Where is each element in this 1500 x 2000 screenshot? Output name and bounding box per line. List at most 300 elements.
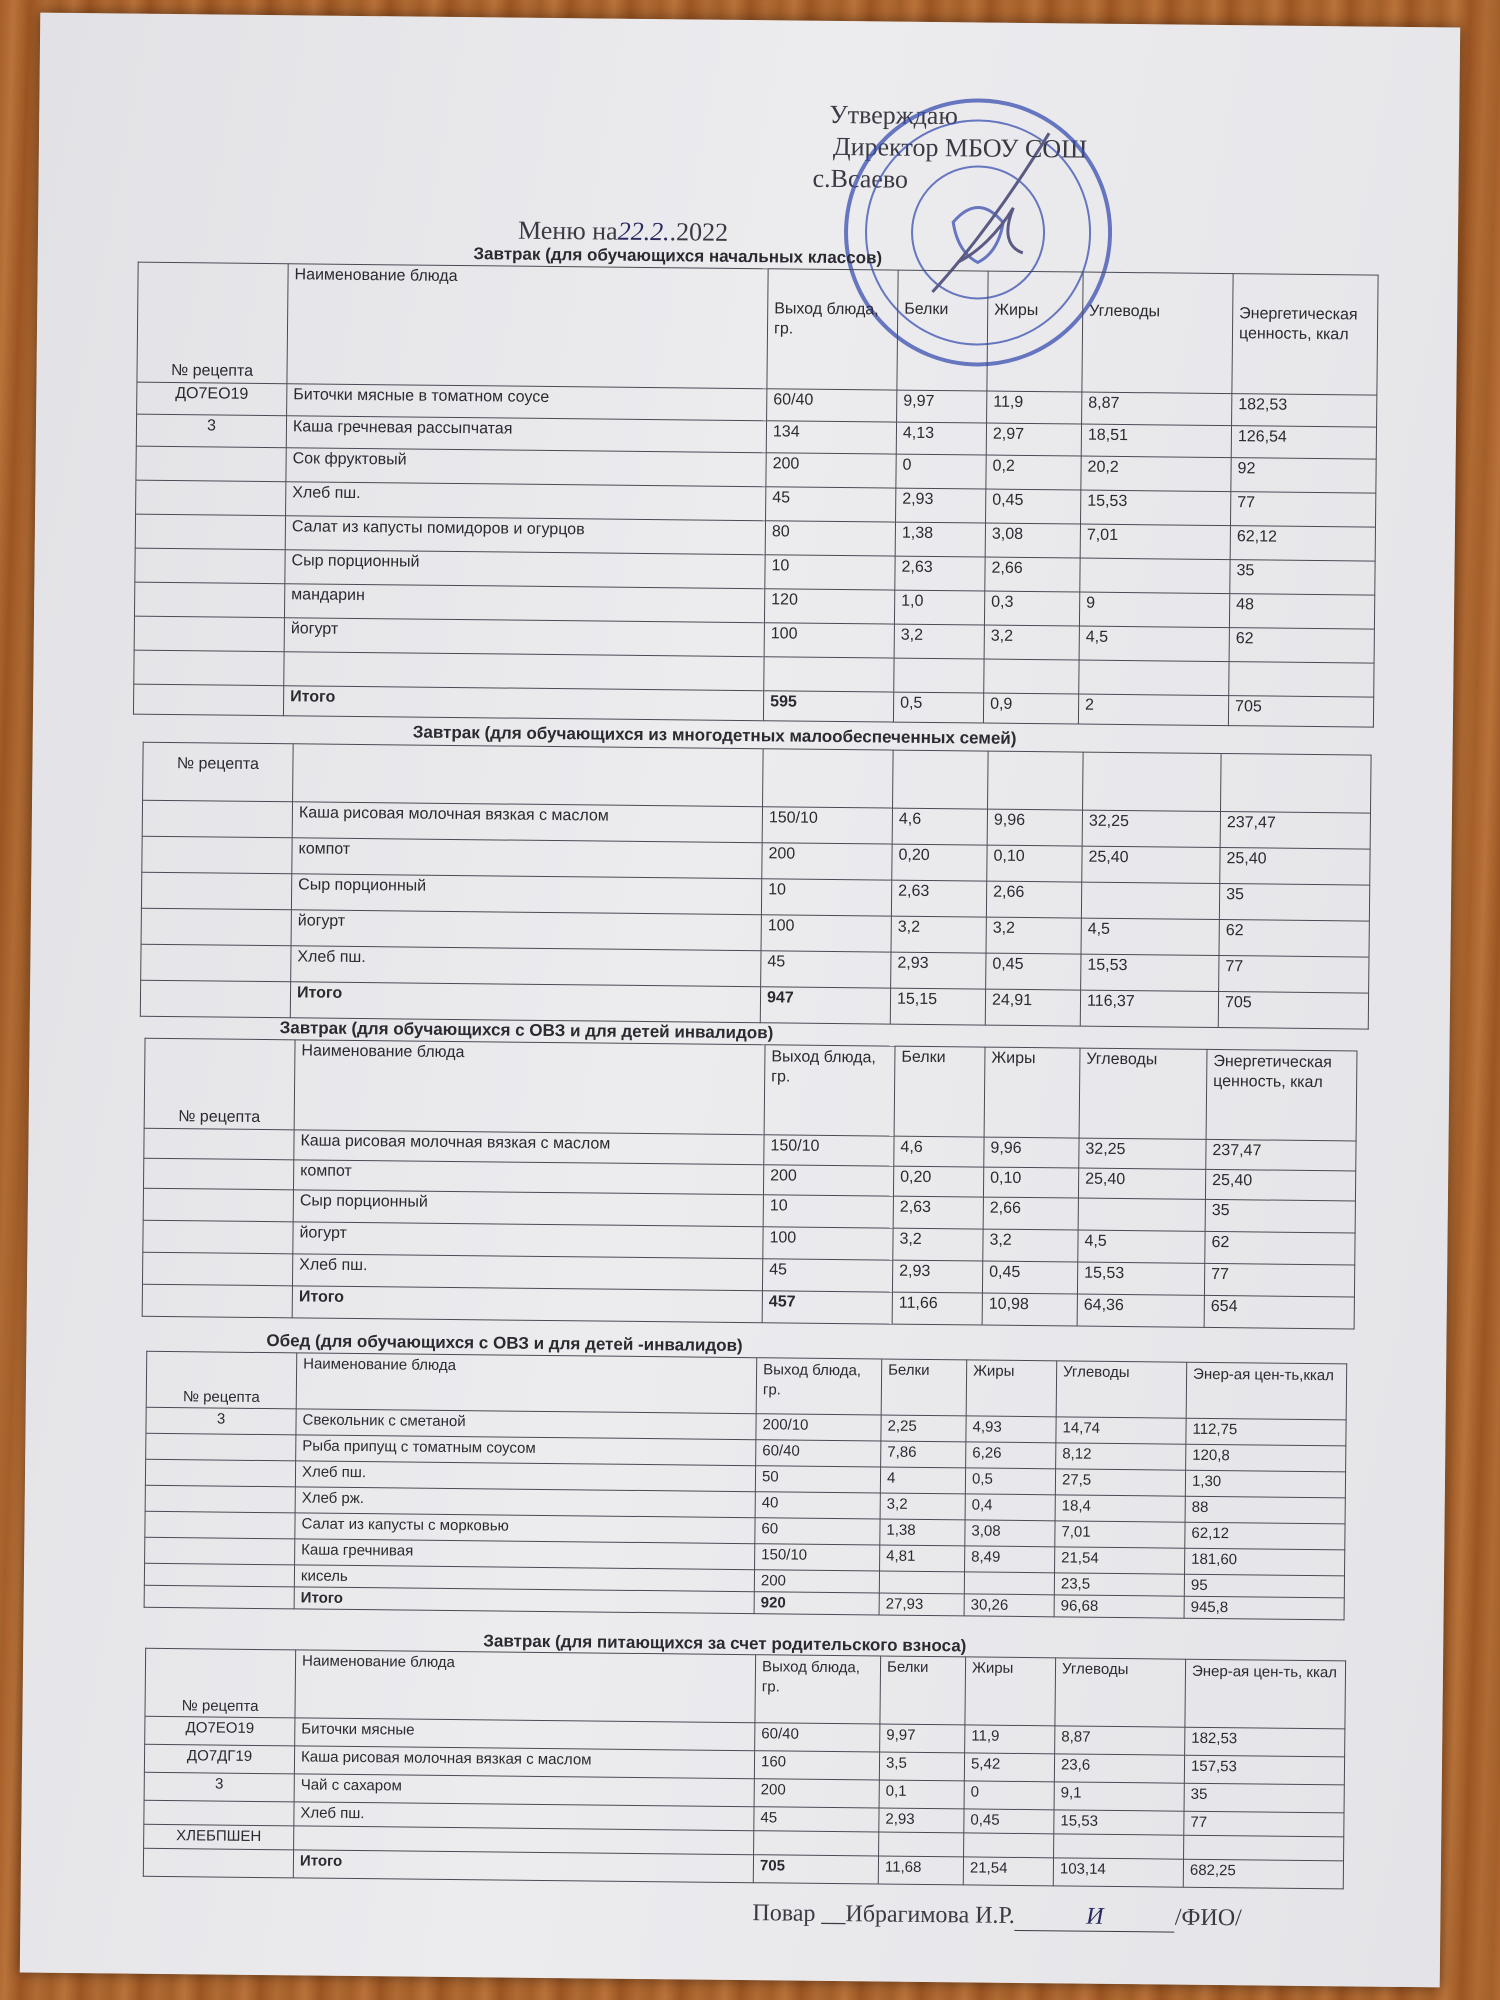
- cell-dish: Хлеб пш.: [294, 1802, 754, 1831]
- cell-energy: 88: [1185, 1496, 1345, 1524]
- header-fat: Жиры: [984, 1047, 1080, 1138]
- cell-empty: [763, 749, 894, 808]
- cell-carbs: 116,37: [1080, 990, 1218, 1027]
- cell-yield: 200: [763, 1165, 893, 1196]
- cell-yield: 150/10: [762, 807, 892, 844]
- cell-yield: 45: [761, 951, 891, 988]
- cell-empty: [1221, 754, 1372, 814]
- cell-dish: Хлеб пш.: [291, 946, 761, 987]
- header-recipe: № рецепта: [143, 742, 294, 802]
- menu-table-3: [142, 1038, 1358, 1330]
- header-energy: Энер-ая цен-ть,ккал: [1186, 1362, 1347, 1420]
- cell-recipe: [144, 1563, 294, 1587]
- header-carbs: Углеводы: [1056, 1361, 1187, 1418]
- cell-fat: 0,45: [986, 489, 1081, 524]
- cell-empty: [1083, 752, 1222, 811]
- cell-fat: 0,45: [982, 1261, 1077, 1294]
- cell-protein: 2,63: [891, 880, 986, 917]
- cell-recipe: [141, 872, 291, 910]
- cell-recipe: [143, 1158, 293, 1190]
- cell-energy: 62: [1205, 1231, 1355, 1265]
- cell-energy: 35: [1230, 560, 1375, 596]
- cell-yield: 134: [766, 421, 896, 454]
- cell-protein: 2,93: [896, 488, 986, 523]
- cell-yield: 80: [765, 521, 895, 556]
- cell-energy: 35: [1205, 1199, 1355, 1233]
- cell-yield: 120: [764, 589, 894, 624]
- cell-energy: 120,8: [1186, 1444, 1346, 1472]
- cell-yield: 200: [754, 1570, 879, 1593]
- cell-dish: Биточки мясные в томатном соусе: [287, 384, 767, 421]
- cell-energy: 182,53: [1185, 1727, 1345, 1757]
- cell-yield: 10: [763, 1195, 893, 1228]
- table-header-row: [144, 1038, 1357, 1141]
- cell-dish: Сыр порционный: [285, 550, 765, 589]
- cell-recipe: [145, 1485, 295, 1513]
- cell-dish: Чай с сахаром: [294, 1774, 754, 1807]
- cell-yield: 10: [761, 879, 891, 916]
- cell-carbs: 96,68: [1054, 1595, 1184, 1618]
- cell-fat: 9,96: [984, 1137, 1079, 1168]
- cell-carbs: [1078, 1198, 1205, 1231]
- cell-yield: 50: [755, 1466, 880, 1493]
- cell-fat: 11,9: [965, 1725, 1055, 1754]
- section-title-1: Завтрак (для обучающихся начальных классов): [473, 244, 883, 268]
- header-carbs: Углеводы: [1082, 272, 1233, 394]
- cell-yield: 595: [763, 691, 893, 722]
- cell-yield: 200: [766, 453, 896, 488]
- cell-protein: 9,97: [897, 390, 987, 423]
- fio-label: /ФИО/: [1174, 1904, 1242, 1932]
- cell-recipe: [135, 514, 285, 550]
- approval-line-1: Утверждаю: [829, 99, 959, 131]
- cell-energy: 35: [1184, 1783, 1344, 1813]
- cell-recipe: [142, 1252, 292, 1286]
- cell-protein: 0,1: [879, 1780, 964, 1809]
- cell-dish: мандарин: [284, 584, 764, 623]
- header-protein: Белки: [897, 270, 988, 391]
- cell-dish: Сыр порционный: [291, 874, 761, 915]
- cell-energy: 77: [1204, 1263, 1354, 1297]
- cell-protein: 0,20: [892, 844, 987, 881]
- cell-protein: 3,2: [891, 916, 986, 953]
- table-header-row: [145, 1648, 1346, 1729]
- cell-protein: 15,15: [890, 988, 985, 1025]
- cell-empty: [1079, 660, 1229, 696]
- header-recipe: № рецепта: [144, 1038, 295, 1130]
- cell-energy: 654: [1204, 1295, 1354, 1329]
- cell-recipe: [144, 1128, 294, 1160]
- cell-fat: 3,2: [986, 917, 1081, 954]
- cell-carbs: 9,1: [1054, 1782, 1184, 1811]
- cell-total-label: Итого: [294, 1587, 754, 1614]
- cell-protein: 1,38: [880, 1519, 965, 1546]
- cell-energy: 48: [1229, 594, 1374, 630]
- cell-fat: 3,08: [965, 1520, 1055, 1547]
- cell-protein: 3,2: [893, 1228, 983, 1261]
- cell-carbs: 9: [1079, 592, 1229, 628]
- cell-carbs: 4,5: [1079, 626, 1229, 662]
- cell-energy: 126,54: [1231, 426, 1376, 460]
- header-fat: Жиры: [987, 271, 1083, 392]
- cell-recipe: [145, 1537, 295, 1565]
- section-title-5: Завтрак (для питающихся за счет родительского взноса): [483, 1631, 967, 1656]
- section-title-3: Завтрак (для обучающихся с ОВЗ и для детей инвалидов): [279, 1018, 774, 1043]
- menu-prefix: Меню на: [517, 215, 618, 246]
- header-yield: Выход блюда, гр.: [755, 1655, 881, 1724]
- cell-yield: 60/40: [755, 1723, 880, 1752]
- cell-protein: 2,93: [891, 952, 986, 989]
- cell-fat: 2,97: [986, 423, 1081, 456]
- cell-recipe: ДО7ДГ19: [144, 1744, 294, 1774]
- cell-fat: 2,66: [986, 881, 1081, 918]
- header-recipe: № рецепта: [137, 262, 288, 384]
- header-recipe: № рецепта: [145, 1648, 296, 1718]
- cell-protein: 4,6: [892, 808, 987, 845]
- cell-recipe: [134, 582, 284, 618]
- header-energy: Энергетическая ценность, ккал: [1206, 1049, 1357, 1141]
- cell-recipe: 3: [144, 1772, 294, 1802]
- menu-table-5: [143, 1648, 1346, 1890]
- cell-yield: 10: [765, 555, 895, 590]
- cell-dish: Салат из капусты помидоров и огурцов: [285, 516, 765, 555]
- cell-empty: [293, 744, 764, 807]
- cell-fat: 0,45: [986, 953, 1081, 990]
- cell-recipe: [146, 1433, 296, 1461]
- cell-carbs: 23,6: [1054, 1754, 1184, 1783]
- cell-dish: Каша рисовая молочная вязкая с маслом: [294, 1130, 764, 1165]
- cell-total-label: Итого: [292, 1286, 762, 1323]
- cell-carbs: 21,54: [1055, 1547, 1185, 1574]
- cell-carbs: 4,5: [1081, 918, 1219, 955]
- cell-fat: 0: [964, 1781, 1054, 1810]
- cell-protein: 27,93: [879, 1593, 964, 1616]
- header-energy: Энер-ая цен-ть, ккал: [1185, 1659, 1346, 1729]
- cell-carbs: 32,25: [1079, 1138, 1206, 1169]
- menu-sheet: [20, 13, 1460, 1988]
- cell-recipe: ДО7ЕО19: [145, 1716, 295, 1746]
- cell-empty: [984, 659, 1079, 694]
- header-yield: Выход блюда, гр.: [764, 1045, 895, 1136]
- cook-name: Повар __Ибрагимова И.Р.: [752, 1900, 1015, 1929]
- cell-yield: 60: [755, 1518, 880, 1545]
- cell-dish: Каша гречнивая: [295, 1539, 755, 1570]
- cell-carbs: 14,74: [1056, 1417, 1186, 1444]
- cell-fat: 0,10: [983, 1167, 1078, 1198]
- cell-yield: 200: [762, 843, 892, 880]
- cell-fat: 3,08: [985, 523, 1080, 558]
- cook-signature-line: [752, 1900, 1242, 1933]
- cell-yield: 45: [762, 1259, 892, 1292]
- cell-recipe: [145, 1459, 295, 1487]
- cell-protein: 4,81: [880, 1545, 965, 1572]
- cell-dish: компот: [292, 838, 762, 879]
- cell-yield: 60/40: [756, 1440, 881, 1467]
- cell-yield: 705: [753, 1855, 878, 1884]
- cell-carbs: 8,87: [1082, 392, 1232, 426]
- cell-dish: Свекольник с сметаной: [296, 1409, 756, 1440]
- cell-dish: Каша рисовая молочная вязкая с маслом: [294, 1746, 754, 1779]
- cell-yield: 920: [754, 1592, 879, 1615]
- cell-recipe: [134, 616, 284, 652]
- cell-dish: Хлеб рж.: [295, 1487, 755, 1518]
- cell-protein: 3,2: [880, 1493, 965, 1520]
- cell-fat: 0,3: [984, 591, 1079, 626]
- cell-recipe: [133, 684, 283, 716]
- header-yield: Выход блюда, гр.: [767, 269, 898, 390]
- cell-energy: 1,30: [1185, 1470, 1345, 1498]
- header-dish: Наименование блюда: [296, 1353, 757, 1414]
- cell-yield: 457: [762, 1291, 892, 1324]
- cell-dish: кисель: [294, 1565, 754, 1592]
- cell-energy: 705: [1228, 696, 1373, 728]
- cell-carbs: [1054, 1834, 1184, 1859]
- cell-fat: 30,26: [964, 1594, 1054, 1617]
- cell-fat: 0,4: [965, 1494, 1055, 1521]
- cell-recipe: [136, 446, 286, 482]
- cell-recipe: [140, 980, 290, 1018]
- cell-yield: 100: [763, 1227, 893, 1260]
- header-protein: Белки: [881, 1359, 967, 1416]
- cell-dish: йогурт: [293, 1222, 763, 1259]
- cell-yield: 200: [754, 1779, 879, 1808]
- cell-fat: [964, 1572, 1054, 1595]
- cell-yield: 160: [754, 1751, 879, 1780]
- cell-empty: [764, 657, 894, 692]
- cell-energy: 237,47: [1206, 1139, 1356, 1171]
- cell-fat: 10,98: [982, 1293, 1077, 1326]
- header-recipe: № рецепта: [146, 1351, 297, 1409]
- cell-recipe: [141, 944, 291, 982]
- cell-fat: 3,2: [984, 625, 1079, 660]
- cell-dish: йогурт: [291, 910, 761, 951]
- approval-line-2: Директор МБОУ СОШ: [832, 131, 1088, 164]
- cell-protein: 2,63: [893, 1196, 983, 1229]
- cell-yield: 45: [766, 487, 896, 522]
- cell-energy: 945,8: [1184, 1596, 1344, 1620]
- cell-empty: [134, 650, 284, 686]
- cell-dish: Салат из капусты с морковью: [295, 1513, 755, 1544]
- menu-table-1: [133, 262, 1379, 728]
- cell-fat: 2,66: [985, 557, 1080, 592]
- header-fat: Жиры: [965, 1657, 1056, 1726]
- menu-date-handwritten: 22.2.: [617, 216, 670, 247]
- cell-recipe: ХЛЕБПШЕН: [144, 1824, 294, 1850]
- cell-fat: 4,93: [966, 1416, 1056, 1443]
- cell-protein: 7,86: [881, 1441, 966, 1468]
- cell-empty: [284, 652, 764, 691]
- cell-energy: 62,12: [1185, 1522, 1345, 1550]
- approval-line-3: с.Всаево: [812, 163, 909, 194]
- cell-protein: 4,13: [896, 422, 986, 455]
- header-dish: Наименование блюда: [295, 1650, 756, 1723]
- cell-carbs: 20,2: [1081, 456, 1231, 492]
- cell-carbs: [1081, 882, 1219, 919]
- cell-protein: 0,20: [893, 1166, 983, 1197]
- cell-dish: Хлеб пш.: [286, 482, 766, 521]
- cell-yield: [754, 1831, 879, 1856]
- header-energy: Энергетическая ценность, ккал: [1232, 274, 1378, 396]
- cell-carbs: [1080, 558, 1230, 594]
- cell-recipe: [142, 836, 292, 874]
- cell-yield: 60/40: [767, 389, 897, 422]
- cell-dish: Рыба припущ с томатным соусом: [296, 1435, 756, 1466]
- cell-empty: [893, 750, 989, 809]
- cell-energy: 77: [1184, 1811, 1344, 1837]
- cell-carbs: 15,53: [1081, 490, 1231, 526]
- cell-carbs: 103,14: [1053, 1858, 1183, 1887]
- cell-fat: 0,9: [983, 693, 1078, 724]
- header-carbs: Углеводы: [1079, 1048, 1207, 1139]
- cell-fat: 21,54: [963, 1857, 1053, 1886]
- cell-recipe: 3: [146, 1407, 296, 1435]
- cell-protein: 3,2: [894, 624, 984, 659]
- header-protein: Белки: [880, 1656, 966, 1725]
- cell-carbs: 23,5: [1054, 1573, 1184, 1596]
- cell-energy: 77: [1219, 956, 1369, 994]
- cell-dish: Биточки мясные: [295, 1718, 755, 1751]
- cell-yield: 150/10: [764, 1135, 894, 1166]
- cell-recipe: ДО7ЕО19: [137, 382, 287, 416]
- cell-carbs: 7,01: [1080, 524, 1230, 560]
- header-dish: Наименование блюда: [294, 1040, 765, 1135]
- cell-fat: [964, 1833, 1054, 1858]
- cell-energy: 157,53: [1184, 1755, 1344, 1785]
- cell-recipe: [142, 800, 292, 838]
- cell-protein: 2,93: [892, 1260, 982, 1293]
- cell-dish: Хлеб пш.: [295, 1461, 755, 1492]
- section-title-2: Завтрак (для обучающихся из многодетных малообеспеченных семей): [412, 722, 1017, 748]
- cell-dish: йогурт: [284, 618, 764, 657]
- cell-yield: 100: [764, 623, 894, 658]
- cell-yield: 45: [754, 1807, 879, 1832]
- cell-fat: 5,42: [964, 1753, 1054, 1782]
- cell-dish: Каша рисовая молочная вязкая с маслом: [292, 802, 762, 843]
- header-dish: Наименование блюда: [287, 264, 768, 389]
- cell-total-label: Итого: [283, 686, 763, 721]
- cell-protein: 3,5: [879, 1752, 964, 1781]
- cell-carbs: 25,40: [1082, 846, 1220, 883]
- cell-fat: 0,2: [986, 455, 1081, 490]
- cell-protein: [879, 1571, 964, 1594]
- cell-protein: 4,6: [894, 1136, 984, 1167]
- cell-fat: 8,49: [965, 1546, 1055, 1573]
- cell-dish: Хлеб пш.: [292, 1254, 762, 1291]
- cell-energy: 62: [1229, 628, 1374, 664]
- cell-recipe: [145, 1511, 295, 1539]
- cell-recipe: [141, 908, 291, 946]
- cell-energy: 181,60: [1185, 1548, 1345, 1576]
- menu-table-4: [144, 1351, 1348, 1621]
- cell-carbs: 64,36: [1077, 1294, 1204, 1327]
- cell-dish: Сыр порционный: [293, 1190, 763, 1227]
- cell-fat: 2,66: [983, 1197, 1078, 1230]
- cell-fat: 11,9: [987, 391, 1082, 424]
- header-carbs: Углеводы: [1055, 1658, 1186, 1727]
- cell-empty: [988, 751, 1084, 810]
- cell-carbs: 32,25: [1082, 810, 1220, 847]
- cell-protein: 2,93: [879, 1808, 964, 1833]
- header-fat: Жиры: [966, 1360, 1057, 1417]
- cell-carbs: 18,51: [1081, 424, 1231, 458]
- cell-empty: [1229, 662, 1374, 698]
- cell-energy: 682,25: [1183, 1859, 1343, 1889]
- cell-yield: 200/10: [756, 1414, 881, 1441]
- cell-energy: 92: [1231, 458, 1376, 494]
- cook-handwritten-signature: И: [1015, 1903, 1175, 1933]
- cell-yield: 150/10: [755, 1544, 880, 1571]
- cell-recipe: [135, 548, 285, 584]
- cell-fat: 6,26: [966, 1442, 1056, 1469]
- cell-energy: 182,53: [1232, 394, 1377, 428]
- table-header-row: [137, 262, 1378, 395]
- menu-year: .2022: [669, 217, 729, 247]
- cell-carbs: 15,53: [1081, 954, 1219, 991]
- cell-dish: компот: [293, 1160, 763, 1195]
- menu-table-2: [140, 742, 1372, 1030]
- section-title-4: Обед (для обучающихся с ОВЗ и для детей -инвалидов): [266, 1331, 743, 1356]
- cell-recipe: [136, 480, 286, 516]
- cell-protein: 11,66: [892, 1292, 982, 1325]
- header-protein: Белки: [894, 1046, 985, 1137]
- cell-energy: 25,40: [1220, 848, 1370, 886]
- cell-protein: 4: [880, 1467, 965, 1494]
- cell-protein: 9,97: [880, 1724, 965, 1753]
- cell-yield: 100: [761, 915, 891, 952]
- cell-total-label: Итого: [293, 1850, 753, 1883]
- cell-recipe: [143, 1220, 293, 1254]
- header-yield: Выход блюда, гр.: [756, 1358, 882, 1415]
- cell-energy: 95: [1184, 1574, 1344, 1598]
- cell-recipe: [143, 1188, 293, 1222]
- cell-carbs: 15,53: [1054, 1810, 1184, 1835]
- cell-protein: 1,0: [894, 590, 984, 625]
- cell-protein: 0: [896, 454, 986, 489]
- cell-fat: 0,45: [964, 1809, 1054, 1834]
- cell-protein: [879, 1832, 964, 1857]
- cell-empty: [894, 658, 984, 693]
- cell-recipe: [144, 1585, 294, 1609]
- cell-recipe: [144, 1800, 294, 1826]
- cell-yield: 40: [755, 1492, 880, 1519]
- cell-recipe: 3: [136, 414, 286, 448]
- cell-fat: 3,2: [983, 1229, 1078, 1262]
- cell-protein: 11,68: [878, 1856, 963, 1885]
- cell-fat: 9,96: [987, 809, 1082, 846]
- cell-energy: 25,40: [1205, 1169, 1355, 1201]
- cell-carbs: 4,5: [1078, 1230, 1205, 1263]
- cell-protein: 2,25: [881, 1415, 966, 1442]
- cell-energy: 62,12: [1230, 526, 1375, 562]
- cell-energy: 35: [1219, 884, 1369, 922]
- cell-energy: 705: [1218, 992, 1368, 1030]
- cell-carbs: 2: [1078, 694, 1228, 726]
- cell-fat: 0,10: [987, 845, 1082, 882]
- cell-carbs: 27,5: [1055, 1469, 1185, 1496]
- cell-fat: 0,5: [965, 1468, 1055, 1495]
- cell-fat: 24,91: [985, 989, 1080, 1026]
- cell-total-label: Итого: [290, 982, 760, 1023]
- menu-date-line: [518, 216, 728, 248]
- cell-energy: 77: [1230, 492, 1375, 528]
- cell-energy: 237,47: [1220, 812, 1370, 850]
- cell-carbs: 15,53: [1077, 1262, 1204, 1295]
- cell-protein: 0,5: [893, 692, 983, 723]
- cell-carbs: 25,40: [1078, 1168, 1205, 1199]
- cell-protein: 1,38: [895, 522, 985, 557]
- cell-energy: [1184, 1835, 1344, 1861]
- cell-carbs: 8,12: [1056, 1443, 1186, 1470]
